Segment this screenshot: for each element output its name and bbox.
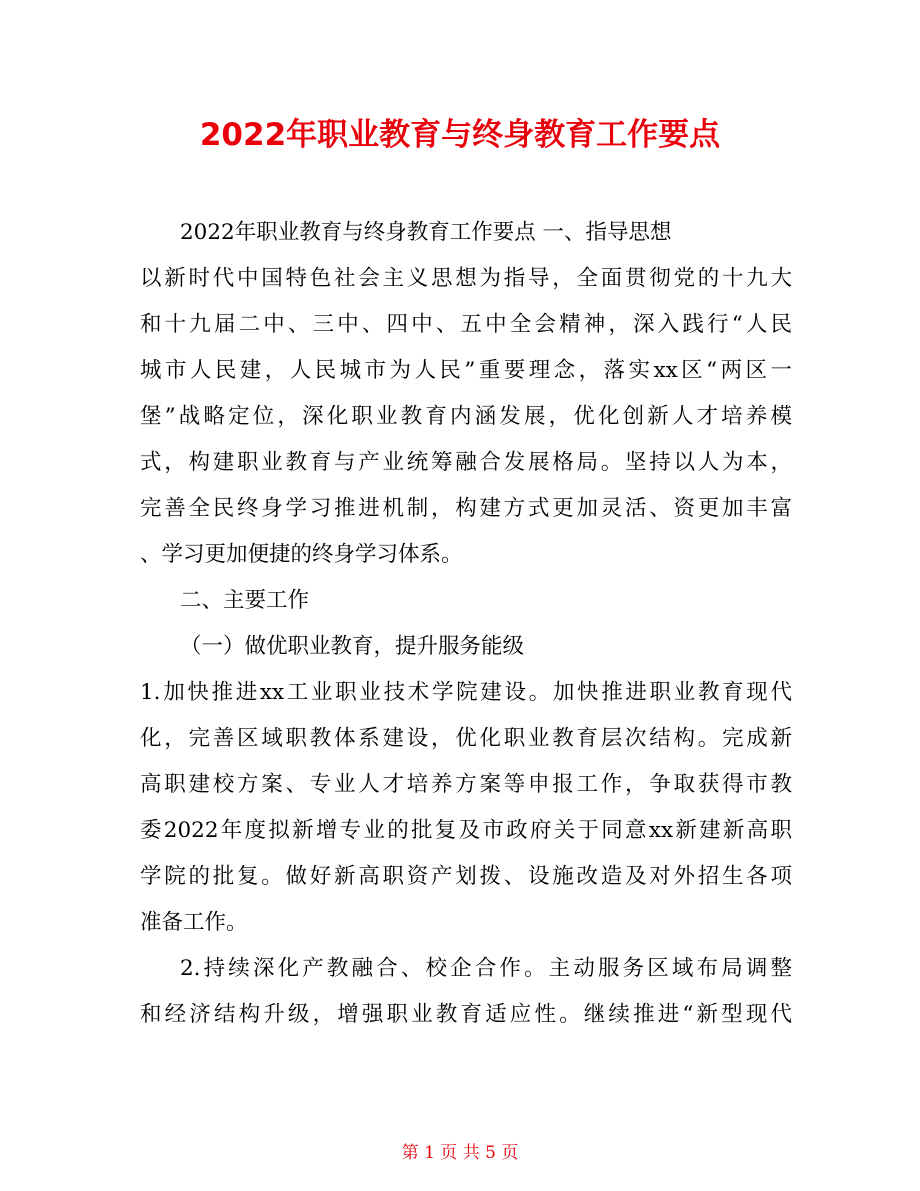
body-line: 准备工作。: [140, 910, 248, 935]
body-line: 学院的批复。做好新高职资产划拨、设施改造及对外招生各项: [140, 864, 792, 889]
section-heading: 二、主要工作: [180, 588, 310, 613]
document-body: [140, 218, 792, 1046]
body-line: 以新时代中国特色社会主义思想为指导，全面贯彻党的十九大: [140, 266, 792, 291]
body-line: 2.持续深化产教融合、校企合作。主动服务区域布局调整: [180, 956, 792, 981]
body-line: 1.加快推进xx工业职业技术学院建设。加快推进职业教育现代: [140, 680, 792, 705]
body-line: 2022年职业教育与终身教育工作要点 一、指导思想: [180, 220, 672, 245]
body-line: 和十九届二中、三中、四中、五中全会精神，深入践行“人民: [140, 312, 792, 337]
body-line: 委2022年度拟新增专业的批复及市政府关于同意xx新建新高职: [140, 818, 792, 843]
subsection-heading: （一）做优职业教育，提升服务能级: [180, 634, 525, 659]
body-line: 化，完善区域职教体系建设，优化职业教育层次结构。完成新: [140, 726, 792, 751]
body-line: 城市人民建，人民城市为人民”重要理念，落实xx区“两区一: [140, 358, 792, 383]
page-footer: 第 1 页 共 5 页: [401, 1143, 519, 1163]
body-line: 和经济结构升级，增强职业教育适应性。继续推进“新型现代: [140, 1002, 792, 1027]
document-title: 2022年职业教育与终身教育工作要点: [199, 117, 721, 153]
body-line: 堡”战略定位，深化职业教育内涵发展，优化创新人才培养模: [140, 404, 792, 429]
body-line: 、学习更加便捷的终身学习体系。: [140, 542, 463, 567]
body-line: 完善全民终身学习推进机制，构建方式更加灵活、资更加丰富: [140, 496, 792, 521]
body-line: 式，构建职业教育与产业统筹融合发展格局。坚持以人为本，: [140, 450, 792, 475]
body-line: 高职建校方案、专业人才培养方案等申报工作，争取获得市教: [140, 772, 792, 797]
